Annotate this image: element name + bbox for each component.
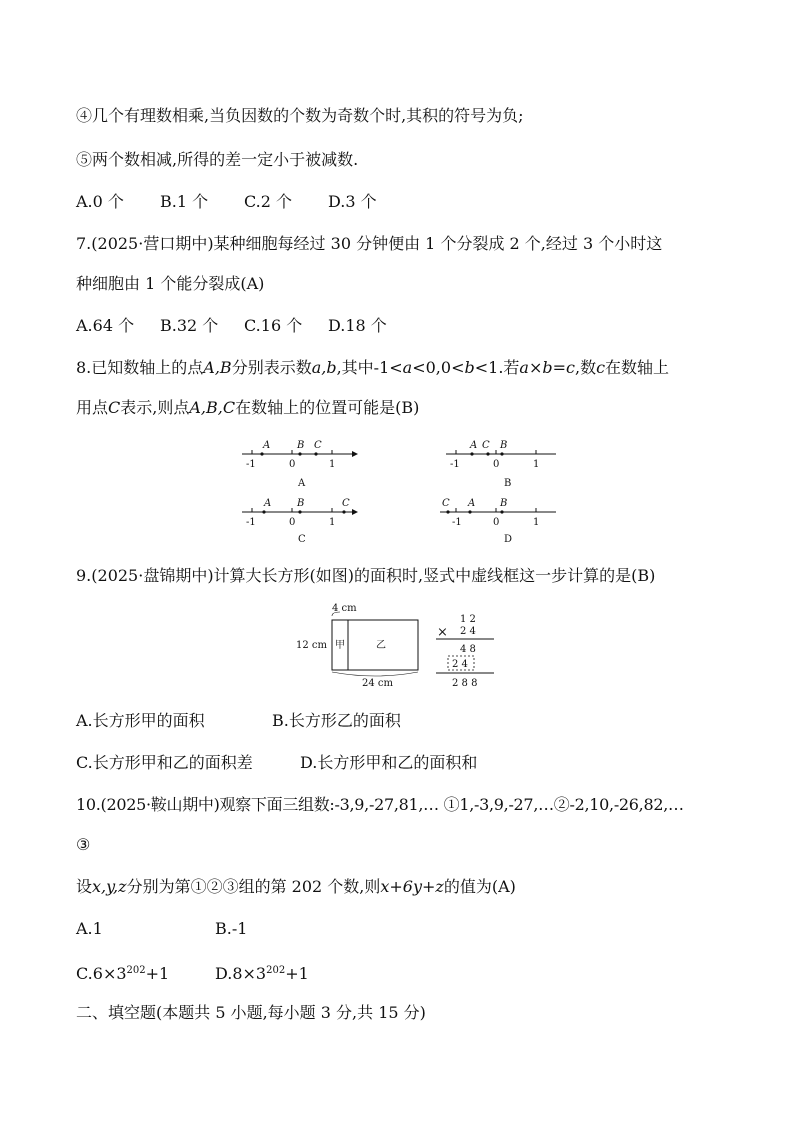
svg-text:1: 1	[533, 459, 540, 470]
svg-text:2 4: 2 4	[460, 626, 476, 637]
q7-text-line1: 7.(2025·营口期中)某种细胞每经过 30 分钟便由 1 个分裂成 2 个,经过 3 个小时这	[76, 234, 663, 253]
svg-text:A: A	[470, 440, 478, 451]
svg-text:C: C	[442, 498, 450, 509]
svg-text:24 cm: 24 cm	[362, 678, 393, 689]
svg-text:-1: -1	[450, 459, 460, 470]
svg-text:-1: -1	[452, 517, 462, 528]
svg-text:C: C	[314, 440, 322, 451]
svg-text:乙: 乙	[376, 640, 386, 651]
svg-text:×: ×	[437, 625, 448, 640]
svg-text:1: 1	[329, 459, 336, 470]
svg-text:C: C	[342, 498, 350, 509]
section-2-heading: 二、填空题(本题共 5 小题,每小题 3 分,共 15 分)	[76, 1003, 426, 1022]
q9-option-a: A.长方形甲的面积	[76, 711, 205, 730]
number-line-b	[446, 440, 556, 489]
svg-text:B: B	[297, 440, 305, 451]
q9-option-c: C.长方形甲和乙的面积差	[76, 753, 253, 772]
svg-text:A: A	[298, 478, 306, 489]
svg-text:甲: 甲	[335, 640, 345, 651]
q7-option-a: A.64 个	[76, 316, 135, 335]
q10-option-a: A.1	[76, 919, 103, 938]
q6-option-a: A.0 个	[76, 192, 124, 211]
number-line-c	[242, 498, 358, 545]
q8-text-line1: 8.已知数轴上的点A,B分别表示数a,b,其中-1<a<0,0<b<1.若a×b=c,数c在数轴上	[76, 358, 670, 377]
q9-option-d: D.长方形甲和乙的面积和	[300, 753, 478, 772]
q10-option-c: $C.6\times 3^{202}+1$	[76, 964, 170, 983]
svg-text:2 8 8: 2 8 8	[452, 678, 478, 689]
svg-text:0: 0	[493, 517, 500, 528]
statement-4: ④几个有理数相乘,当负因数的个数为奇数个时,其积的符号为负;	[76, 106, 524, 125]
q10-text-line3: 设x,y,z分别为第①②③组的第 202 个数,则x+6y+z的值为(A)	[76, 877, 516, 896]
q9-rectangle-figure	[290, 600, 510, 692]
q10-option-d: $D.8\times 3^{202}+1$	[215, 964, 309, 983]
svg-text:2 4: 2 4	[452, 659, 468, 670]
q7-option-c: C.16 个	[244, 316, 303, 335]
svg-text:12 cm: 12 cm	[296, 640, 327, 651]
svg-text:4 cm: 4 cm	[332, 603, 357, 614]
number-line-a	[242, 440, 358, 489]
svg-text:B: B	[504, 478, 512, 489]
svg-text:A: A	[468, 498, 476, 509]
q10-option-b: B.-1	[215, 919, 248, 938]
svg-text:1: 1	[329, 517, 336, 528]
svg-text:0: 0	[289, 517, 296, 528]
number-line-d	[440, 498, 556, 545]
svg-text:A: A	[263, 440, 271, 451]
svg-text:C: C	[298, 534, 306, 545]
svg-text:-1: -1	[246, 459, 256, 470]
q9-text-line1: 9.(2025·盘锦期中)计算大长方形(如图)的面积时,竖式中虚线框这一步计算的是(B)	[76, 566, 656, 585]
svg-text:C: C	[482, 440, 490, 451]
q6-option-c: C.2 个	[244, 192, 293, 211]
svg-text:0: 0	[289, 459, 296, 470]
svg-text:B: B	[500, 440, 508, 451]
svg-text:-1: -1	[246, 517, 256, 528]
svg-text:1 2: 1 2	[460, 614, 476, 625]
q10-text-line1: 10.(2025·鞍山期中)观察下面三组数:-3,9,-27,81,… ①1,-3,9,-27,…②-2,10,-26,82,…	[76, 795, 684, 814]
q7-option-d: D.18 个	[328, 316, 387, 335]
statement-5: ⑤两个数相减,所得的差一定小于被减数.	[76, 150, 359, 169]
q7-text-line2: 种细胞由 1 个能分裂成(A)	[76, 274, 265, 293]
q10-text-line2: ③	[76, 835, 91, 854]
svg-text:1: 1	[533, 517, 540, 528]
svg-text:D: D	[504, 534, 513, 545]
q6-option-d: D.3 个	[328, 192, 377, 211]
q7-option-b: B.32 个	[160, 316, 219, 335]
q9-option-b: B.长方形乙的面积	[272, 711, 401, 730]
svg-text:B: B	[297, 498, 305, 509]
q8-number-line-figures	[236, 436, 556, 548]
svg-text:B: B	[500, 498, 508, 509]
q6-option-b: B.1 个	[160, 192, 209, 211]
svg-text:4 8: 4 8	[460, 644, 476, 655]
q8-text-line2: 用点C表示,则点A,B,C在数轴上的位置可能是(B)	[76, 398, 420, 417]
svg-text:0: 0	[493, 459, 500, 470]
svg-text:A: A	[264, 498, 272, 509]
